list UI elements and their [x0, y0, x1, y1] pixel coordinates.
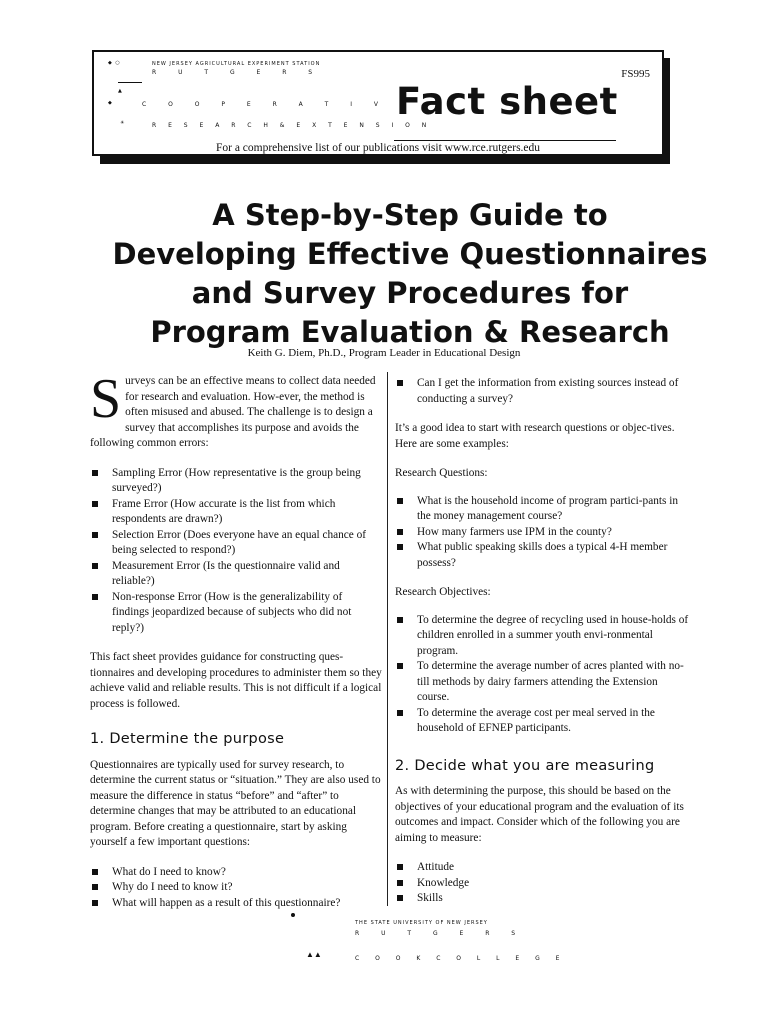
guidance-paragraph: This fact sheet provides guidance for constructing ques-tionnaires and developing procedures to administer them so they achieve valid and reliable results. This is not difficult if a logical process is followed. — [90, 651, 382, 710]
question-list — [90, 865, 382, 912]
research-questions-label: Research Questions: — [395, 467, 488, 479]
logo-rule — [118, 82, 142, 83]
publications-note: For a comprehensive list of our publications visit www.rce.rutgers.edu — [215, 142, 541, 154]
examples-intro: It’s a good idea to start with research questions or objec-tives. Here are some examples: — [395, 422, 675, 450]
title-line: Developing Effective Questionnaires — [112, 237, 708, 271]
footer-university: THE STATE UNIVERSITY OF NEW JERSEY — [355, 920, 488, 926]
research-objectives-label: Research Objectives: — [395, 586, 491, 598]
logo-glyph: ◆ — [108, 100, 113, 106]
title-line: Program Evaluation & Research — [150, 315, 670, 349]
list-item: What do I need to know? — [90, 865, 382, 881]
column-divider — [387, 372, 388, 906]
list-item: To determine the degree of recycling used in house-holds of children enrolled in a summer youth envi-ronmental program. — [395, 613, 689, 660]
question-list-continued — [395, 376, 689, 407]
left-column — [90, 368, 382, 925]
author-line: Keith G. Diem, Ph.D., Program Leader in Educational Design — [247, 347, 521, 359]
list-item: To determine the average number of acres planted with no-till methods by dairy farmers attending the Extension course. — [395, 659, 689, 706]
research-questions-list — [395, 494, 689, 572]
list-item: To determine the average cost per meal served in the household of EFNEP participants. — [395, 706, 689, 737]
list-item: Can I get the information from existing sources instead of conducting a survey? — [395, 376, 689, 407]
logo-mark: ◆ ○ — [108, 60, 121, 66]
section-heading: 1. Determine the purpose — [90, 731, 285, 747]
org-name: NEW JERSEY AGRICULTURAL EXPERIMENT STATION — [152, 61, 321, 67]
org-rutgers: R U T G E R S — [152, 69, 323, 76]
list-item: Knowledge — [395, 876, 689, 892]
error-list — [90, 466, 382, 637]
org-extension: R E S E A R C H & E X T E N S I O N — [152, 122, 432, 129]
drop-cap: S — [90, 368, 122, 430]
list-item: Frame Error (How accurate is the list from which respondents are drawn?) — [90, 497, 382, 528]
document-title — [60, 196, 760, 352]
list-item: Skills — [395, 891, 689, 907]
title-line: and Survey Procedures for — [191, 276, 629, 310]
footer-logo-dot — [291, 913, 295, 917]
publication-code: FS995 — [621, 68, 650, 80]
section2-paragraph: As with determining the purpose, this should be based on the objectives of your educational program and the evaluation of its outcomes and impact. Consider which of the following you are aiming to measure: — [395, 785, 684, 844]
intro-text: urveys can be an effective means to collect data needed for research and evaluation. How-ever, the method is often misused and abused. The challenge is to design a survey that accomplishes its purpose and avoids the following common errors: — [90, 375, 376, 449]
list-item: What is the household income of program partici-pants in the money management course? — [395, 494, 689, 525]
list-item: Non-response Error (How is the generalizability of findings jeopardized because of subjects who did not reply?) — [90, 590, 382, 637]
org-cooperative: C O O P E R A T I V E — [142, 101, 414, 108]
list-item: Sampling Error (How representative is the group being surveyed?) — [90, 466, 382, 497]
fact-sheet-title: Fact sheet — [396, 80, 618, 123]
list-item: How many farmers use IPM in the county? — [395, 525, 689, 541]
list-item: What public speaking skills does a typical 4-H member possess? — [395, 540, 689, 571]
list-item: Attitude — [395, 860, 689, 876]
measures-list — [395, 860, 689, 907]
list-item: Selection Error (Does everyone have an equal chance of being selected to respond?) — [90, 528, 382, 559]
research-objectives-list — [395, 613, 689, 737]
list-item: What will happen as a result of this questionnaire? — [90, 896, 382, 912]
footer-logo-icon: ▲▲ — [306, 950, 322, 959]
logo-glyph: ☀ — [120, 120, 126, 126]
list-item: Measurement Error (Is the questionnaire valid and reliable?) — [90, 559, 382, 590]
list-item: Why do I need to know it? — [90, 880, 382, 896]
footer-college: C O O K C O L L E G E — [355, 955, 567, 962]
footer-rutgers: R U T G E R S — [355, 930, 526, 937]
header-rule — [394, 140, 616, 141]
intro-paragraph — [90, 368, 382, 452]
section-heading: 2. Decide what you are measuring — [395, 757, 655, 774]
fact-sheet-header — [92, 50, 664, 156]
section1-paragraph: Questionnaires are typically used for survey research, to determine the current status or “situation.” They are also used to measure the difference in status “before” and “after” to determine changes that may be attributed to an educational program. Before creating a questionnaire, start by asking yourself a few important questions: — [90, 758, 381, 848]
logo-glyph: ▲ — [118, 88, 123, 94]
right-column — [395, 376, 689, 921]
title-line: A Step-by-Step Guide to — [212, 198, 608, 232]
